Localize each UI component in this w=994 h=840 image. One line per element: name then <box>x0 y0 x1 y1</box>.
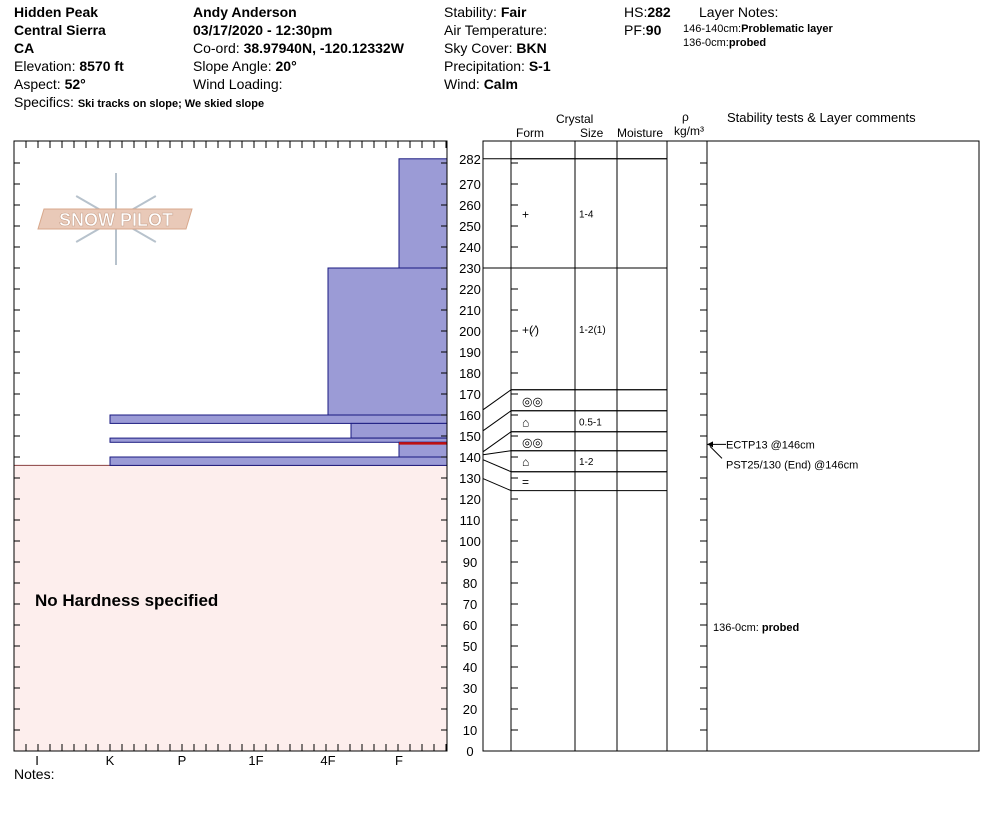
coord-label: Co-ord: <box>193 40 240 56</box>
hardness-bar <box>110 438 447 442</box>
grain-size: 0.5-1 <box>579 417 602 429</box>
hardness-tick-label: K <box>105 753 115 768</box>
slope-value: 20° <box>275 58 297 74</box>
sky-value: BKN <box>516 40 547 56</box>
height-tick-label: 250 <box>459 219 481 234</box>
height-tick-label: 20 <box>462 702 478 717</box>
hs-label: HS: <box>624 4 648 20</box>
hardness-tick-label: 4F <box>320 753 336 768</box>
wind-value: Calm <box>483 76 518 92</box>
hardness-bar <box>328 268 447 415</box>
height-tick-label: 90 <box>462 555 478 570</box>
pf-label: PF: <box>624 22 646 38</box>
height-tick-label: 230 <box>459 261 481 276</box>
precip-label: Precipitation: <box>444 58 525 74</box>
height-tick-label: 180 <box>459 366 481 381</box>
layer-note-range: 136-0cm: <box>683 37 729 49</box>
height-tick-label: 150 <box>459 429 481 444</box>
height-tick-label: 140 <box>459 450 481 465</box>
notes-label: Notes: <box>14 766 55 782</box>
grain-form: +(⁄) <box>522 322 540 337</box>
specifics-label: Specifics: <box>14 94 74 110</box>
layer-note-text: Problematic layer <box>741 23 833 35</box>
height-tick-label: 170 <box>459 387 481 402</box>
height-tick-label: 60 <box>462 618 478 633</box>
crystal-header: Crystal <box>556 112 594 126</box>
height-tick-label: 200 <box>459 324 481 339</box>
aspect-value: 52° <box>64 76 86 92</box>
height-tick-label: 80 <box>462 576 478 591</box>
specifics-value: Ski tracks on slope; We skied slope <box>77 98 265 110</box>
no-hardness-text: No Hardness specified <box>35 591 219 610</box>
density-unit: kg/m³ <box>674 124 704 138</box>
hardness-tick-label: 1F <box>248 753 264 768</box>
stability-arrow <box>710 446 722 458</box>
hardness-bar <box>110 415 447 423</box>
grain-form: ◎◎ <box>522 394 543 409</box>
layer-connector <box>483 460 511 472</box>
height-tick-label: 100 <box>459 534 481 549</box>
height-tick-label: 270 <box>459 177 481 192</box>
grain-form: ⌂ <box>522 415 530 430</box>
grain-size: 1-2 <box>579 457 594 469</box>
sky-label: Sky Cover: <box>444 40 513 56</box>
datetime: 03/17/2020 - 12:30pm <box>193 22 333 38</box>
layer-connector <box>483 451 511 455</box>
slope-label: Slope Angle: <box>193 58 272 74</box>
height-tick-label: 282 <box>459 151 481 167</box>
layer-comment-range: 136-0cm: <box>713 622 762 635</box>
grain-size: 1-2(1) <box>579 324 606 336</box>
stability-test-label: ECTP13 @146cm <box>726 439 815 452</box>
height-tick-label: 70 <box>462 597 478 612</box>
hardness-bar <box>399 159 447 268</box>
aspect-label: Aspect: <box>14 76 61 92</box>
elevation-label: Elevation: <box>14 58 76 74</box>
hardness-tick-label: F <box>395 753 403 768</box>
coord-value: 38.97940N, -120.12332W <box>243 40 404 56</box>
hardness-tick-label: I <box>35 753 39 768</box>
grain-form: = <box>522 475 530 490</box>
stability-comments-header: Stability tests & Layer comments <box>727 110 916 125</box>
hardness-axis <box>35 753 403 768</box>
grain-form: + <box>522 207 530 222</box>
height-tick-label: 130 <box>459 471 481 486</box>
height-tick-label: 210 <box>459 303 481 318</box>
pf-value: 90 <box>645 22 662 38</box>
height-tick-label: 10 <box>462 723 478 738</box>
layer-note-text: probed <box>728 37 767 49</box>
height-tick-label: 240 <box>459 240 481 255</box>
grain-size: 1-4 <box>579 209 594 221</box>
height-tick-label: 0 <box>466 744 474 759</box>
layer-comment <box>713 622 799 634</box>
snow-pilot-logo <box>38 173 192 265</box>
height-tick-label: 40 <box>462 660 478 675</box>
grain-form: ◎◎ <box>522 435 543 450</box>
height-tick-label: 190 <box>459 345 481 360</box>
precip-value: S-1 <box>528 58 551 74</box>
layer-notes-label: Layer Notes: <box>699 4 779 20</box>
moisture-header: Moisture <box>617 126 664 140</box>
range: Central Sierra <box>14 22 106 38</box>
elevation-value: 8570 ft <box>79 58 124 74</box>
observer: Andy Anderson <box>193 4 297 20</box>
hardness-layers <box>14 159 447 751</box>
size-header: Size <box>580 126 604 140</box>
density-symbol: ρ <box>682 110 689 124</box>
height-tick-label: 110 <box>459 513 481 528</box>
layer-comment-text: probed <box>761 622 800 635</box>
height-tick-label: 50 <box>462 639 478 654</box>
hs-value: 282 <box>647 4 671 20</box>
layer-note-range: 146-140cm: <box>683 23 742 35</box>
wind-label: Wind: <box>444 76 480 92</box>
height-tick-label: 120 <box>459 492 481 507</box>
grain-form: ⌂ <box>522 455 530 470</box>
hardness-bar <box>110 457 447 465</box>
state: CA <box>14 40 35 56</box>
hardness-bar <box>351 423 447 438</box>
layer-connector <box>483 479 511 491</box>
height-tick-label: 260 <box>459 198 481 213</box>
stability-tests <box>707 439 858 634</box>
stability-value: Fair <box>500 4 527 20</box>
stability-label: Stability: <box>444 4 497 20</box>
layer-connector <box>483 411 511 431</box>
layer-connector <box>483 432 511 452</box>
stability-test-label: PST25/130 (End) @146cm <box>726 459 859 472</box>
height-tick-label: 30 <box>462 681 478 696</box>
logo-text: SNOW PILOT <box>59 210 173 230</box>
height-tick-label: 220 <box>459 282 481 297</box>
form-header: Form <box>516 126 544 140</box>
layer-connector <box>483 390 511 410</box>
location: Hidden Peak <box>14 4 99 20</box>
wind-loading-label: Wind Loading: <box>193 76 283 92</box>
height-tick-label: 160 <box>459 408 481 423</box>
air-temp-label: Air Temperature: <box>444 22 548 38</box>
hardness-tick-label: P <box>177 753 187 768</box>
